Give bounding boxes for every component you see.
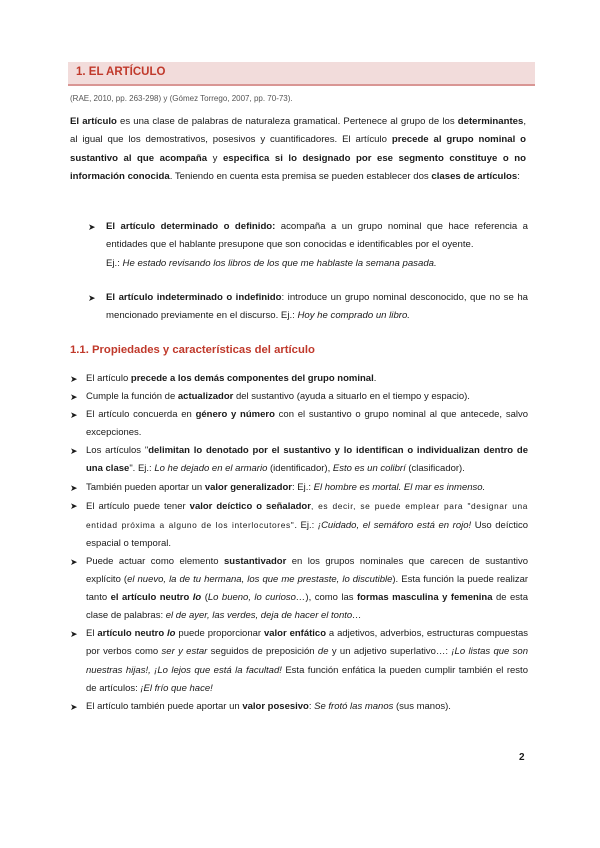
arrow-bullet-icon: ➤ bbox=[70, 446, 78, 457]
list-item: ➤ También pueden aportar un valor generalizador: Ej.: El hombre es mortal. El mar es inmenso. bbox=[70, 479, 528, 497]
arrow-bullet-icon: ➤ bbox=[70, 500, 78, 511]
list-item-definite-article bbox=[88, 218, 528, 273]
intro-text: y bbox=[207, 152, 223, 164]
list-item: ➤ El artículo precede a los demás componentes del grupo nominal. bbox=[70, 370, 528, 388]
intro-term: El artículo bbox=[70, 116, 117, 127]
arrow-bullet-icon: ➤ bbox=[88, 293, 96, 303]
intro-term: clases de artículos bbox=[431, 170, 518, 182]
list-item: ➤ Cumple la función de actualizador del sustantivo (ayuda a situarlo en el tiempo y espacio). bbox=[70, 388, 528, 406]
arrow-bullet-icon: ➤ bbox=[70, 374, 78, 384]
intro-term: especifica si lo designado por ese segmento constituye o no información conocida bbox=[70, 152, 526, 182]
arrow-bullet-icon: ➤ bbox=[70, 410, 78, 421]
intro-term: precede al grupo nominal o sustantivo al que acompaña bbox=[70, 134, 526, 164]
list-item: ➤ El artículo neutro lo puede proporcionar valor enfático a adjetivos, adverbios, estructuras compuestas por verbos como ser y estar seguidos de preposición de y un adjetivo superlativo…: ¡Lo listas que son nuestras hijas!, ¡Lo lejos que está la facultad! Esta función enfática la pueden cumplir también el resto de artículos: ¡El frío que hace! bbox=[70, 625, 528, 697]
list-item-indefinite-article bbox=[88, 289, 528, 326]
item-text: : introduce un grupo nominal desconocido, que no se ha mencionado previamente en el discurso. Ej.: bbox=[106, 292, 528, 322]
example-text: Hoy he comprado un libro. bbox=[297, 310, 410, 322]
arrow-bullet-icon: ➤ bbox=[70, 482, 78, 493]
intro-term: determinantes bbox=[457, 116, 524, 127]
item-text: acompaña a un grupo nominal que hace referencia a entidades que el hablante presupone que son conocidas e identificables por el oyente. bbox=[106, 221, 528, 251]
arrow-bullet-icon: ➤ bbox=[70, 701, 78, 712]
intro-text: . Teniendo en cuenta esta premisa se pueden establecer dos bbox=[169, 170, 432, 182]
intro-text: , al igual que los demostrativos, posesivos y cuantificadores. El artículo bbox=[70, 116, 527, 146]
bibliographic-reference: (RAE, 2010, pp. 263-298) y (Gómez Torrego, 2007, pp. 70-73). bbox=[70, 94, 293, 103]
intro-text: es una clase de palabras de naturaleza gramatical. Pertenece al grupo de los bbox=[116, 116, 458, 127]
section-title: 1. EL ARTÍCULO bbox=[76, 66, 166, 78]
page-number: 2 bbox=[519, 752, 525, 763]
list-item: ➤ Los artículos "delimitan lo denotado por el sustantivo y lo identifican o individualizan dentro de una clase". Ej.: Lo he dejado en el armario (identificador), Esto es un colibrí (clasificador). bbox=[70, 442, 528, 478]
intro-text: : bbox=[517, 170, 520, 182]
arrow-bullet-icon: ➤ bbox=[70, 556, 78, 567]
arrow-bullet-icon: ➤ bbox=[70, 392, 78, 403]
properties-list bbox=[70, 370, 528, 716]
arrow-bullet-icon: ➤ bbox=[88, 222, 96, 232]
list-item: ➤ El artículo concuerda en género y número con el sustantivo o grupo nominal al que antecede, salvo excepciones. bbox=[70, 406, 528, 442]
item-term: El artículo indeterminado o indefinido bbox=[106, 292, 282, 303]
item-term: El artículo determinado o definido: bbox=[106, 221, 276, 232]
list-item: ➤ Puede actuar como elemento sustantivador en los grupos nominales que carecen de sustantivo explícito (el nuevo, la de tu hermana, los que me prestaste, lo discutible). Esta función la puede realizar tanto el artículo neutro lo (Lo bueno, lo curioso…), como las formas masculina y femenina de esta clase de palabras: el de ayer, las verdes, deja de hacer el tonto… bbox=[70, 553, 528, 625]
list-item: ➤ El artículo puede tener valor deíctico o señalador, es decir, se puede emplear para "designar una entidad próxima a alguno de los interlocutores". Ej.: ¡Cuidado, el semáforo está en rojo! Uso deíctico espacial o temporal. bbox=[70, 497, 528, 553]
example-label: Ej.: bbox=[106, 257, 123, 269]
intro-paragraph bbox=[70, 113, 526, 186]
section-heading-bar bbox=[68, 62, 535, 86]
subsection-title: 1.1. Propiedades y características del artículo bbox=[70, 344, 315, 356]
list-item: ➤ El artículo también puede aportar un valor posesivo: Se frotó las manos (sus manos). bbox=[70, 698, 528, 716]
example-text: He estado revisando los libros de los que me hablaste la semana pasada. bbox=[122, 257, 437, 269]
arrow-bullet-icon: ➤ bbox=[70, 629, 78, 640]
